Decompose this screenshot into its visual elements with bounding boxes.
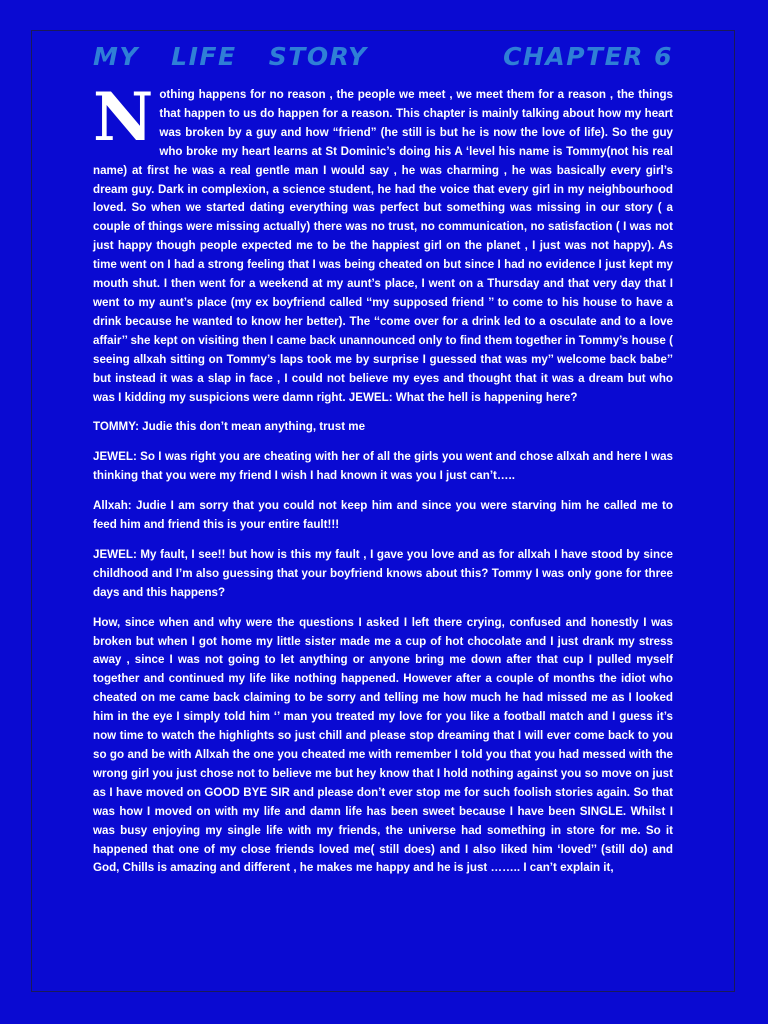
paragraph-jewel-1: JEWEL: So I was right you are cheating with her of all the girls you went and chose allxah and here I was thinking that you were my friend I wish I had known it was you I just can’t…..	[93, 450, 673, 483]
story-body	[93, 78, 673, 889]
paragraph-intro-text: othing happens for no reason , the people we meet , we meet them for a reason , the things that happen to us do happen for a reason. This chapter is mainly talking about how my heart was broken by a guy and how “friend” (he still is but he is now the love of life). So the guy who broke my heart learns at St Dominic’s doing his A ‘level his name is Tommy(not his real name) at first he was a real gentle man I would say , he was charming , he was basically every girl’s dream guy. Dark in complexion, a science student, he had the voice that every girl in my neighbourhood loved. So when we started dating everything was perfect but something was missing in our story ( a couple of things were missing actually) there was no trust, no communication, no satisfaction ( I was not just happy though people expected me to be the happiest girl on the planet , I just was not happy). As time went on I had a strong feeling that I was being cheated on but since I had no evidence I just kept my mouth shut. I then went for a weekend at my aunt’s place, I went on a Thursday and that very day that I went to my aunt’s place (my ex boyfriend called ‘‘my supposed friend ’’ to come to his house to have a drink because he wanted to know her better). The ‘‘come over for a drink led to a osculate and to a love affair’’ she kept on visiting then I came back unannounced only to find them together in Tommy’s house ( seeing allxah sitting on Tommy’s laps took me by surprise I guessed that was my’’ welcome back babe’’ but instead it was a slap in face , I could not believe my eyes and thought that it was a dream but who was I kidding my suspicions were damn right. JEWEL: What the hell is happening here?	[93, 88, 673, 404]
paragraph-intro	[93, 78, 673, 407]
drop-cap: N	[93, 78, 154, 156]
paragraph-aftermath: How, since when and why were the questions I asked I left there crying, confused and honestly I was broken but when I got home my little sister made me a cup of hot chocolate and I just drank my stress away , since I was not going to let anything or anyone bring me down after that cup I pulled myself together and continued my life like nothing happened. However after a couple of months the idiot who cheated on me came back claiming to be sorry and telling me how much he had missed me as I looked him in the eye I simply told him ‘’ man you treated my love for you like a football match and I guess it’s now time to watch the highlights so just chill and please stop dreaming that I will ever come back to you so go and be with Allxah the one you cheated me with remember I told you that you had messed with the wrong girl you just chose not to believe me but hey know that I hold nothing against you so move on just as I have moved on GOOD BYE SIR and please don’t ever stop me for such foolish stories again. So that was how I moved on with my life and damn life has been sweet because I have been SINGLE. Whilst I was busy enjoying my single life with my friends, the universe had something in store for me. So it happened that one of my close friends loved me( still does) and I also liked him ‘loved’’ (still do) and God, Chills is amazing and different , he makes me happy and he is just …….. I can’t explain it,	[93, 615, 673, 875]
paragraph-tommy: TOMMY: Judie this don’t mean anything, trust me	[93, 420, 366, 434]
page-header	[93, 42, 673, 76]
paragraph-jewel-2: JEWEL: My fault, I see!! but how is this my fault , I gave you love and as for allxah I have stood by since childhood and I’m also guessing that your boyfriend knows about this? Tommy I was only gone for three days and this happens?	[93, 547, 673, 599]
story-title: MY LIFE STORY	[93, 42, 368, 71]
chapter-label: CHAPTER 6	[503, 42, 673, 71]
paragraph-allxah: Allxah: Judie I am sorry that you could not keep him and since you were starving him he called me to feed him and friend this is your entire fault!!!	[93, 499, 673, 532]
